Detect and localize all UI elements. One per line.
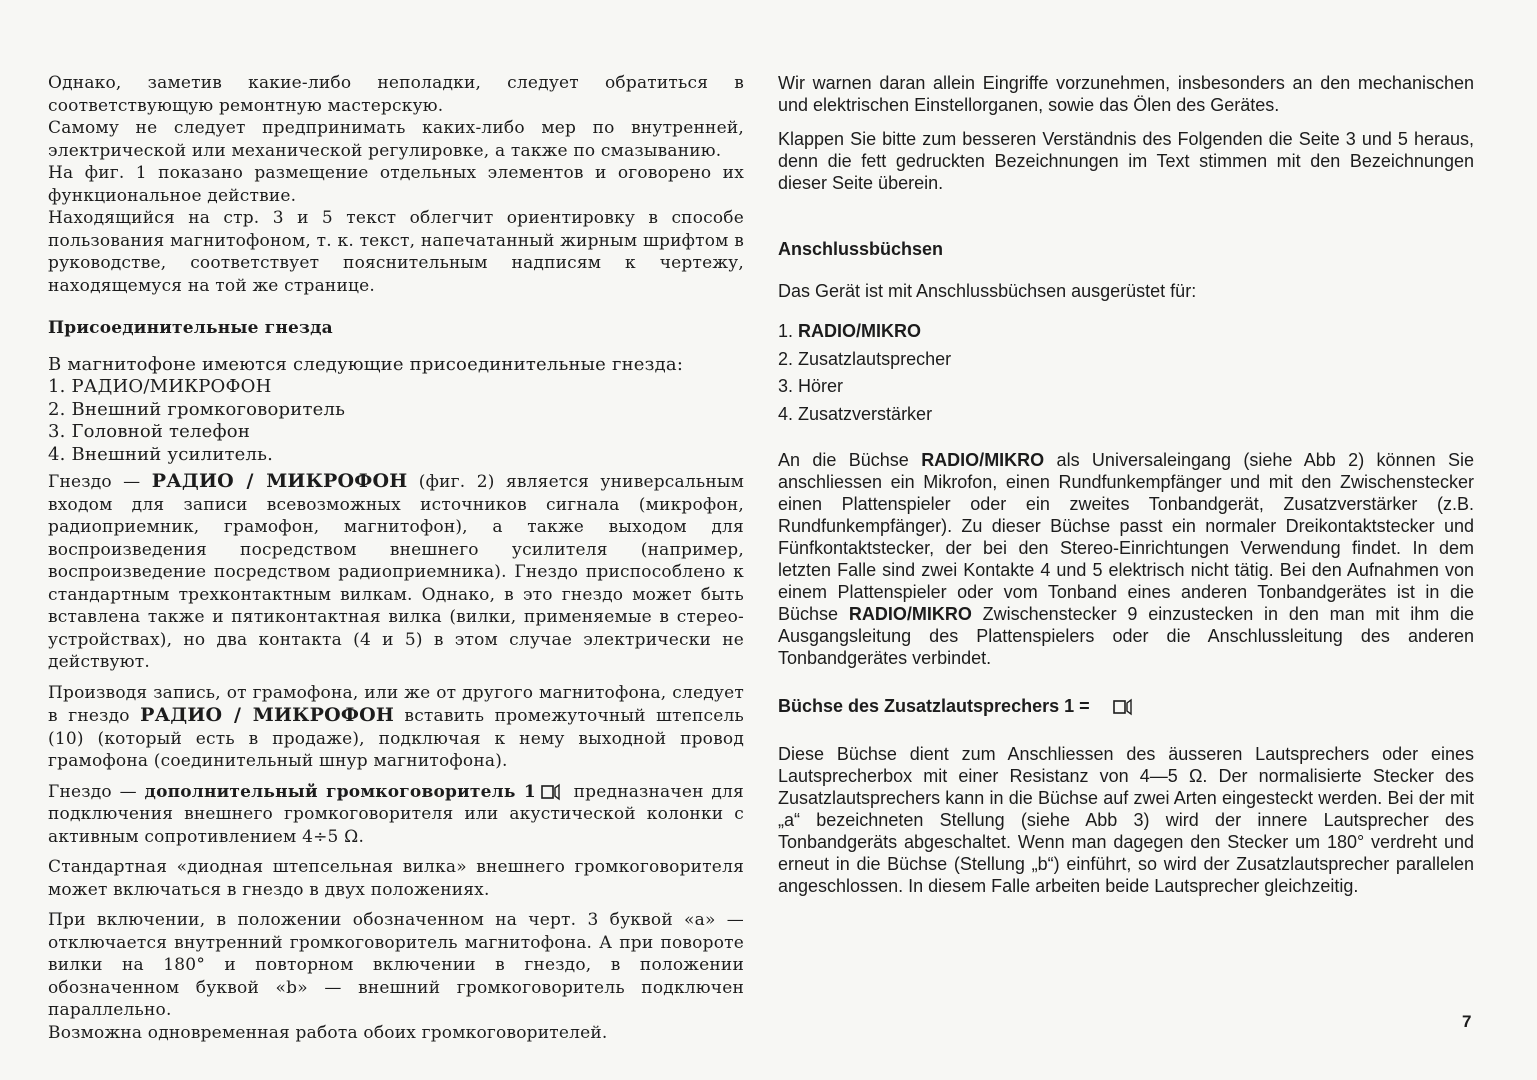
- list-label: Zusatzlautsprecher: [798, 348, 952, 369]
- list-item: [778, 375, 1474, 397]
- list-number: 1.: [778, 321, 794, 341]
- list-label: Zusatzverstärker: [798, 403, 933, 424]
- ru-section-heading: Присоединительные гнезда: [48, 318, 333, 338]
- list-number: 4.: [778, 403, 794, 424]
- list-item: [778, 320, 1474, 342]
- ru-intro: В магнитофоне имеются следующие присоединительные гнезда:: [48, 353, 684, 375]
- de-paragraph-1: Wir warnen daran allein Eingriffe vorzunehmen, insbesonders an den mechanischen und elektrischen Einstellorganen, sowie das Ölen des Gerätes.: [778, 73, 1474, 115]
- text: предназначен для подключения внешнего громкоговорителя или акустической колонки с активным сопротивлением 4÷5 Ω.: [48, 781, 744, 847]
- ru-paragraph-9: При включении, в положении обозначенном на черт. 3 буквой «а» — отключается внутренний громкоговоритель магнитофона. А при повороте вилки на 180° и повторном включении в гнездо, в положении обозначенном буквой «b» — внешний громкоговоритель подключен параллельно.: [48, 910, 744, 1020]
- de-paragraph-3: [778, 449, 1474, 669]
- text: An die Büchse: [778, 449, 922, 470]
- list-item: 1. РАДИО/МИКРОФОН: [48, 376, 272, 397]
- bold-term: РАДИО / МИКРОФОН: [151, 470, 408, 492]
- de-section-heading: Anschlussbüchsen: [778, 239, 944, 259]
- list-label: RADIO/MIKRO: [798, 321, 922, 341]
- bold-term: дополнительный громкоговоритель 1: [144, 781, 536, 802]
- speaker-jack-icon: [1112, 697, 1138, 717]
- text: Производя запись, от грамофона, или же от другого магнитофона, следует в гнездо: [48, 682, 744, 726]
- ru-paragraph-6: [48, 682, 744, 773]
- page-number: 7: [1462, 1012, 1472, 1031]
- de-section-heading-2: [778, 695, 1474, 717]
- ru-paragraph-8: Стандартная «диодная штепсельная вилка» внешнего громкоговорителя может включаться в гнездо в двух положениях.: [48, 857, 744, 900]
- de-connector-list: [778, 320, 1474, 425]
- text: als Universaleingang (siehe Abb 2) können Sie anschliessen ein Mikrofon, einen Rundfunkempfänger und mit den Zwischenstecker einen Plattenspieler oder ein zweites Tonbandgerät, Zusatzverstärker (z.B. Rundfunkempfänger). Zu dieser Büchse passt ein normaler Dreikontaktstecker und Fünfkontaktstecker, der bei den Stereo-Einrichtungen Verwendung findet. In dem letzten Falle sind zwei Kontakte 4 und 5 elektrisch nicht tätig. Bei den Aufnahmen von einem Plattenspieler oder vom Tonband eines anderen Tonbandgerätes ist in die Büchse: [778, 449, 1474, 624]
- text: (фиг. 2) является универсальным входом для записи всевозможных источников сигнала (микрофон, радиоприемник, грамофон, магнитофон), а также выходом для воспроизведения посредством внешнего усилителя (например, воспроизведение посредством радиоприемника). Гнездо приспособлено к стандартным трехконтактным вилкам. Однако, в это гнездо может быть вставлена также и пятиконтактная вилка (вилки, применяемые в стерео-устройствах), но два контакта (4 и 5) в этом случае электрически не действуют.: [48, 472, 745, 672]
- ru-connector-list: [48, 376, 744, 466]
- text: вставить промежуточный штепсель (10) (который есть в продаже), подключая к нему выходной провод грамофона (соединительный шнур магнитофона).: [48, 706, 744, 771]
- ru-paragraph-4: Находящийся на стр. 3 и 5 текст облегчит ориентировку в способе пользования магнитофоном, т. к. текст, напечатанный жирным шрифтом в руководстве, соответствует пояснительным надписям к чертежу, находящемуся на той же странице.: [48, 208, 744, 296]
- ru-paragraph-2: Самому не следует предпринимать каких-либо мер по внутренней, электрической или механической регулировке, а также по смазыванию.: [48, 118, 744, 161]
- list-item: 2. Внешний громкоговоритель: [48, 398, 346, 420]
- ru-paragraph-7: [48, 781, 744, 849]
- list-number: 3.: [778, 376, 794, 396]
- text: Гнездо —: [48, 472, 152, 492]
- list-item: 4. Внешний усилитель.: [48, 443, 274, 465]
- german-column: [778, 72, 1474, 897]
- ru-paragraph-5: [48, 470, 744, 674]
- text: Zwischenstecker 9 einzustecken in den man mit ihm die Ausgangsleitung des Plattenspielers oder die Anschlussleitung des anderen Tonbandgerätes verbindet.: [778, 603, 1475, 668]
- list-item: 3. Головной телефон: [48, 421, 251, 442]
- russian-column: [48, 72, 744, 1044]
- ru-paragraph-3: На фиг. 1 показано размещение отдельных элементов и оговорено их функциональное действие.: [48, 163, 744, 206]
- heading-text: Büchse des Zusatzlautsprechers 1 =: [778, 695, 1090, 716]
- list-number: 2.: [778, 348, 794, 369]
- bold-term: RADIO/MIKRO: [848, 603, 972, 624]
- list-label: Hörer: [798, 376, 844, 396]
- speaker-jack-icon: [540, 782, 566, 802]
- bold-term: РАДИО / МИКРОФОН: [140, 704, 394, 726]
- ru-paragraph-1: Однако, заметив какие-либо неполадки, следует обратиться в соответствующую ремонтную мастерскую.: [48, 73, 744, 116]
- list-item: [778, 403, 1474, 425]
- bold-term: RADIO/MIKRO: [921, 449, 1045, 470]
- de-intro: Das Gerät ist mit Anschlussbüchsen ausgerüstet für:: [778, 281, 1197, 301]
- list-item: [778, 348, 1474, 370]
- ru-paragraph-10: Возможна одновременная работа обоих громкоговорителей.: [48, 1022, 608, 1043]
- text: Гнездо —: [48, 781, 145, 802]
- de-paragraph-2: Klappen Sie bitte zum besseren Verständnis des Folgenden die Seite 3 und 5 heraus, denn die fett gedruckten Bezeichnungen im Text stimmen mit den Bezeichnungen dieser Seite überein.: [778, 129, 1474, 193]
- de-paragraph-4: Diese Büchse dient zum Anschliessen des äusseren Lautsprechers oder eines Lautsprecherbox mit einer Resistanz von 4—5 Ω. Der normalisierte Stecker des Zusatzlautsprechers kann in die Büchse auf zwei Arten eingesteckt werden. Bei der mit „a“ bezeichneten Stellung (siehe Abb 3) wird der innere Lautsprecher des Tonbandgeräts abgeschaltet. Wenn man dagegen den Stecker um 180° verdreht und erneut in die Büchse (Stellung „b“) einführt, so wird der Zusatzlautsprecher parallelen angeschlossen. In diesem Falle arbeiten beide Lautsprecher gleichzeitig.: [778, 743, 1474, 896]
